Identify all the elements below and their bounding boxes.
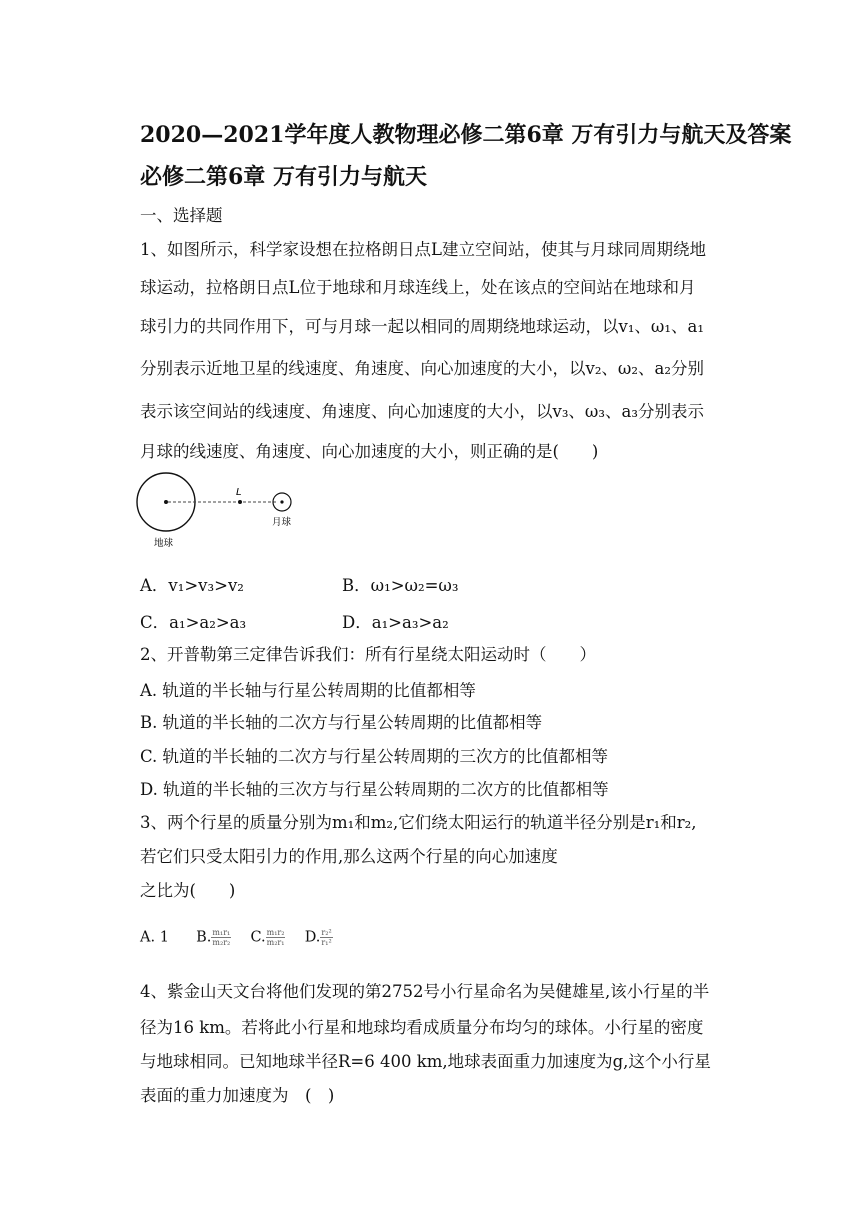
- q4-line-3: 与地球相同。已知地球半径R=6 400 km,地球表面重力加速度为g,这个小行星: [140, 1052, 711, 1071]
- q3-line-1: 3、两个行星的质量分别为m₁和m₂,它们绕太阳运行的轨道半径分别是r₁和r₂,: [140, 813, 697, 832]
- document-title: 2020—2021学年度人教物理必修二第6章 万有引力与航天及答案: [140, 122, 792, 148]
- earth-label: 地球: [154, 538, 174, 549]
- q1-line-3: 球引力的共同作用下，可与月球一起以相同的周期绕地球运动，以v₁、ω₁、a₁: [140, 317, 704, 336]
- q3-options: [140, 928, 333, 947]
- q2-option-a: A. 轨道的半长轴与行星公转周期的比值都相等: [140, 681, 476, 700]
- q1-option-c: C．a₁>a₂>a₃: [140, 613, 247, 632]
- q3-option-b-label: B.: [196, 929, 212, 946]
- q1-line-2: 球运动，拉格朗日点L位于地球和月球连线上，处在该点的空间站在地球和月: [140, 278, 696, 297]
- earth-moon-figure: [132, 470, 307, 550]
- q3-option-a: A. 1: [140, 929, 169, 946]
- q1-line-4: 分别表示近地卫星的线速度、角速度、向心加速度的大小，以v₂、ω₂、a₂分别: [140, 359, 704, 378]
- moon-center-dot: [280, 500, 283, 503]
- q3-option-d-fraction: $\frac{\text{r₂²}}{\text{r₁²}}$: [321, 928, 332, 947]
- q3-option-c-label: C.: [250, 929, 266, 946]
- q1-line-5: 表示该空间站的线速度、角速度、向心加速度的大小，以v₃、ω₃、a₃分别表示: [140, 402, 704, 421]
- document-subtitle: 必修二第6章 万有引力与航天: [140, 164, 427, 190]
- lagrange-point-dot: [238, 500, 242, 504]
- q4-line-4: 表面的重力加速度为 ( ): [140, 1086, 335, 1105]
- q2-option-b: B. 轨道的半长轴的二次方与行星公转周期的比值都相等: [140, 713, 543, 732]
- q4-line-1: 4、紫金山天文台将他们发现的第2752号小行星命名为吴健雄星,该小行星的半: [140, 982, 710, 1001]
- moon-label: 月球: [272, 517, 292, 528]
- q1-option-d: D．a₁>a₃>a₂: [342, 613, 449, 632]
- q3-line-3: 之比为( ): [140, 881, 236, 900]
- q4-line-2: 径为16 km。若将此小行星和地球均看成质量分布均匀的球体。小行星的密度: [140, 1018, 704, 1037]
- q3-option-b-fraction: $\frac{\text{m₁r₁}}{\text{m₂r₂}}$: [212, 928, 231, 947]
- q2-option-c: C. 轨道的半长轴的二次方与行星公转周期的三次方的比值都相等: [140, 747, 609, 766]
- q1-line-6: 月球的线速度、角速度、向心加速度的大小，则正确的是( ): [140, 442, 599, 461]
- q1-option-a: A．v₁>v₃>v₂: [140, 576, 244, 595]
- q2-stem: 2、开普勒第三定律告诉我们：所有行星绕太阳运动时（ ）: [140, 645, 596, 664]
- earth-center-dot: [164, 500, 168, 504]
- q1-line-1: 1、如图所示，科学家设想在拉格朗日点L建立空间站，使其与月球同周期绕地: [140, 240, 706, 259]
- section-heading: 一、选择题: [140, 206, 223, 225]
- q3-option-c-fraction: $\frac{\text{m₁r₂}}{\text{m₂r₁}}$: [266, 928, 285, 947]
- q2-option-d: D. 轨道的半长轴的三次方与行星公转周期的二次方的比值都相等: [140, 780, 609, 799]
- q3-line-2: 若它们只受太阳引力的作用,那么这两个行星的向心加速度: [140, 847, 558, 866]
- q1-option-b: B．ω₁>ω₂=ω₃: [342, 576, 459, 595]
- lagrange-point-label: L: [236, 487, 242, 498]
- q3-option-d-label: D.: [304, 929, 321, 946]
